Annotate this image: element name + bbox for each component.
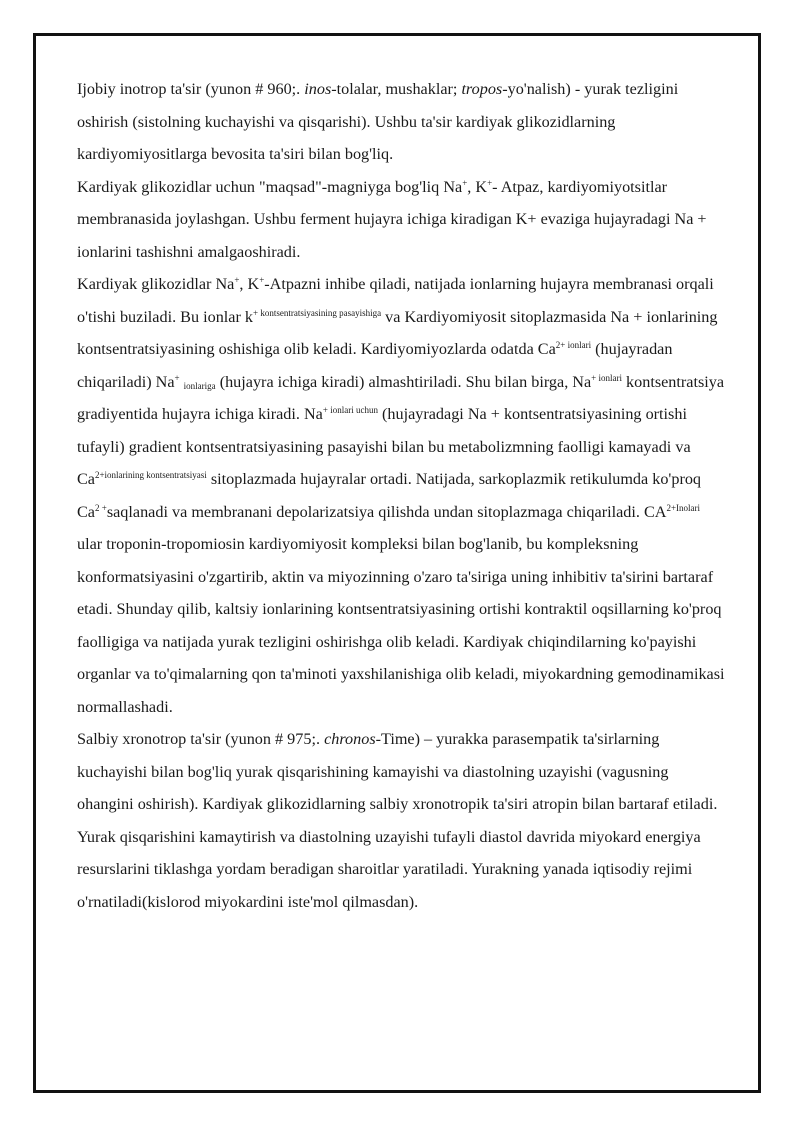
superscript: + [234, 275, 240, 285]
superscript: 2+ionlarining kontsentratsiyasi [94, 470, 207, 480]
text-run: Ijobiy inotrop ta'sir (yunon # 960;. [77, 80, 305, 98]
text-run: -yo'nalish) - yurak tezligini oshirish (sistolning kuchayishi va qisqarishi). Ushbu ta'sir kardiyak glikozidlarning kardiyomiyositlarga bevosita ta'siri bilan bog'liq. [77, 80, 679, 163]
text-run: Salbiy xronotrop ta'sir (yunon # 975;. [77, 730, 325, 748]
superscript: 2 + [94, 502, 107, 513]
italic-term: tropos [461, 80, 503, 98]
superscript: + [174, 372, 180, 383]
text-run: -tolalar, mushaklar; [331, 80, 462, 98]
superscript: 2+Inolari [666, 502, 701, 513]
superscript: + ionlari [591, 372, 622, 383]
text-run: kontsentratsiya gradiyentida hujayra ichiga kiradi. Na [77, 372, 725, 423]
text-run: (hujayradan chiqariladi) Na [77, 340, 673, 391]
paragraph-target-atpase [77, 171, 727, 269]
text-run: ular troponin-tropomiosin kardiyomiyosit kompleksi bilan bog'lanib, bu kompleksning konformatsiyasini o'zgartirib, aktin va miyozinning o'zaro ta'siriga uning inhibitiv ta'sirini bartaraf etadi. Shunday qilib, kaltsiy ionlarining kontsentratsiyasining ortishi kontraktil oqsillarning ko'proq faolligiga va natijada yurak tezligini oshirishga olib keladi. Kardiyak chiqindilarning ko'payishi organlar va to'qimalarning qon ta'minoti yaxshilanishiga olib keladi, miyokardning gemodinamikasi normallashadi. [77, 535, 725, 716]
superscript: + [487, 177, 493, 188]
text-run: Kardiyak glikozidlar Na [77, 275, 235, 293]
paragraph-inhibition-mechanism [77, 268, 727, 723]
text-run: (hujayradagi Na + kontsentratsiyasining ortishi tufayli) gradient kontsentratsiyasining pasayishi bilan bu metabolizmning faolligi kamayadi va Ca [77, 405, 691, 488]
subscript: ionlariga [183, 380, 216, 391]
paragraph-positive-inotropic [77, 73, 727, 171]
text-run: - Atpaz, kardiyomiyotsitlar membranasida joylashgan. Ushbu ferment hujayra ichiga kiradigan K+ evaziga hujayradagi Na + ionlarini tashishni amalgaoshiradi. [77, 177, 707, 261]
italic-term: inos [304, 80, 332, 98]
text-run: Kardiyak glikozidlar uchun "maqsad"-magniyga bog'liq Na [77, 177, 463, 196]
italic-term: chronos [324, 730, 376, 748]
document-body [77, 73, 727, 918]
text-run: saqlanadi va membranani depolarizatsiya qilishda undan sitoplazmaga chiqariladi. CA [106, 502, 667, 521]
superscript: + [259, 275, 265, 285]
paragraph-negative-chronotropic [77, 723, 727, 918]
superscript: + [462, 177, 468, 188]
superscript: + kontsentratsiyasining pasayishiga [253, 307, 382, 318]
text-run: , K [239, 275, 260, 293]
text-run: , K [467, 177, 488, 196]
text-run: sitoplazmada hujayralar ortadi. Natijada, sarkoplazmik retikulumda ko'proq Ca [77, 470, 702, 521]
superscript: + ionlari uchun [322, 405, 378, 415]
text-run: va Kardiyomiyosit sitoplazmasida Na + ionlarining kontsentratsiyasining oshishiga olib keladi. Kardiyomiyozlarda odatda Ca [77, 307, 718, 358]
superscript: 2+ ionlari [555, 340, 592, 350]
text-run: (hujayra ichiga kiradi) almashtiriladi. Shu bilan birga, Na [215, 372, 592, 391]
text-run: -Atpazni inhibe qiladi, natijada ionlarning hujayra membranasi orqali o'tishi buziladi. Bu ionlar k [77, 275, 714, 326]
text-run: -Time) – yurakka parasempatik ta'sirlarning kuchayishi bilan bog'liq yurak qisqarishining kamayishi va diastolning uzayishi (vagusning ohangini oshirish). Kardiyak glikozidlarning salbiy xronotropik ta'siri atropin bilan bartaraf etiladi. Yurak qisqarishini kamaytirish va diastolning uzayishi tufayli diastol davrida miyokard energiya resurslarini tiklashga yordam beradigan sharoitlar yaratiladi. Yurakning yanada iqtisodiy rejimi o'rnatiladi(kislorod miyokardini iste'mol qilmasdan). [77, 730, 718, 911]
